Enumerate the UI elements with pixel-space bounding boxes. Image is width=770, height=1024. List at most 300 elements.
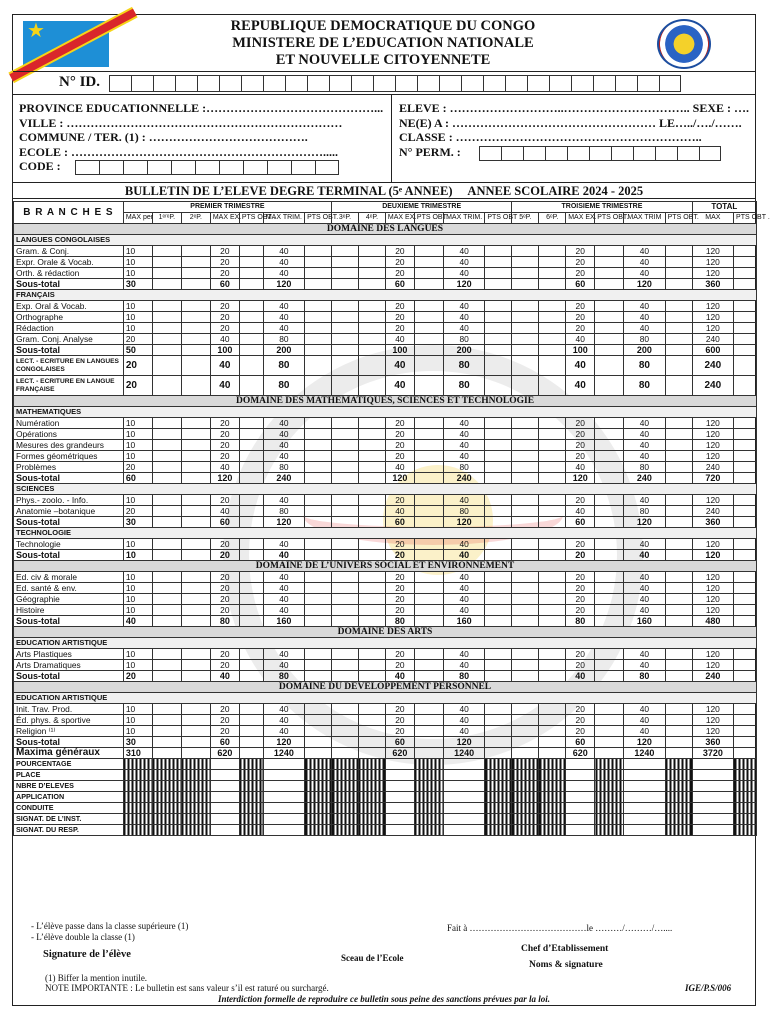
grade-cell[interactable] (665, 594, 692, 605)
grade-cell[interactable] (665, 572, 692, 583)
input-box[interactable] (633, 146, 655, 161)
grade-cell[interactable] (485, 616, 512, 627)
signature-cell[interactable] (385, 814, 414, 825)
grade-cell[interactable] (414, 462, 443, 473)
grade-cell[interactable] (239, 312, 263, 323)
grade-cell[interactable] (305, 345, 332, 356)
grade-cell[interactable] (485, 440, 512, 451)
grade-cell[interactable] (512, 704, 539, 715)
input-box[interactable] (315, 160, 339, 175)
grade-cell[interactable] (239, 279, 263, 290)
grade-cell[interactable] (358, 495, 385, 506)
grade-cell[interactable] (358, 268, 385, 279)
grade-cell[interactable] (595, 451, 624, 462)
grade-cell[interactable] (512, 726, 539, 737)
grade-cell[interactable] (181, 649, 210, 660)
grade-cell[interactable] (152, 418, 181, 429)
grade-cell[interactable] (181, 704, 210, 715)
grade-cell[interactable] (181, 451, 210, 462)
grade-cell[interactable] (305, 268, 332, 279)
grade-cell[interactable] (512, 473, 539, 484)
grade-cell[interactable] (595, 616, 624, 627)
grade-cell[interactable] (665, 605, 692, 616)
grade-cell[interactable] (305, 748, 332, 759)
grade-cell[interactable] (595, 704, 624, 715)
grade-cell[interactable] (239, 649, 263, 660)
grade-cell[interactable] (332, 451, 359, 462)
grade-cell[interactable] (485, 517, 512, 528)
grade-cell[interactable] (734, 323, 757, 334)
grade-cell[interactable] (332, 715, 359, 726)
grade-cell[interactable] (332, 726, 359, 737)
grade-cell[interactable] (512, 462, 539, 473)
grade-cell[interactable] (152, 605, 181, 616)
grade-cell[interactable] (485, 334, 512, 345)
grade-cell[interactable] (239, 616, 263, 627)
grade-cell[interactable] (734, 268, 757, 279)
grade-cell[interactable] (305, 473, 332, 484)
grade-cell[interactable] (152, 616, 181, 627)
grade-cell[interactable] (332, 495, 359, 506)
grade-cell[interactable] (539, 495, 566, 506)
grade-cell[interactable] (181, 550, 210, 561)
classe-field[interactable]: CLASSE : …………………………………………………….. (399, 130, 702, 144)
grade-cell[interactable] (414, 726, 443, 737)
grade-cell[interactable] (358, 572, 385, 583)
grade-cell[interactable] (332, 671, 359, 682)
grade-cell[interactable] (414, 737, 443, 748)
grade-cell[interactable] (181, 429, 210, 440)
grade-cell[interactable] (152, 506, 181, 517)
grade-cell[interactable] (358, 583, 385, 594)
grade-cell[interactable] (358, 440, 385, 451)
grade-cell[interactable] (181, 279, 210, 290)
grade-cell[interactable] (539, 429, 566, 440)
grade-cell[interactable] (595, 506, 624, 517)
grade-cell[interactable] (539, 334, 566, 345)
grade-cell[interactable] (485, 429, 512, 440)
grade-cell[interactable] (152, 429, 181, 440)
grade-cell[interactable] (539, 748, 566, 759)
grade-cell[interactable] (414, 257, 443, 268)
grade-cell[interactable] (358, 257, 385, 268)
grade-cell[interactable] (539, 737, 566, 748)
grade-cell[interactable] (665, 616, 692, 627)
grade-cell[interactable] (152, 246, 181, 257)
grade-cell[interactable] (305, 605, 332, 616)
grade-cell[interactable] (665, 737, 692, 748)
eleve-field[interactable]: ELEVE : ………………………..………………………….. SEXE : …. (399, 101, 750, 115)
grade-cell[interactable] (152, 594, 181, 605)
input-box[interactable] (479, 146, 501, 161)
grade-cell[interactable] (665, 550, 692, 561)
grade-cell[interactable] (665, 301, 692, 312)
input-box[interactable] (195, 160, 219, 175)
grade-cell[interactable] (512, 660, 539, 671)
grade-cell[interactable] (239, 345, 263, 356)
input-box[interactable] (659, 75, 681, 92)
grade-cell[interactable] (152, 517, 181, 528)
grade-cell[interactable] (239, 268, 263, 279)
signature-cell[interactable] (263, 803, 304, 814)
input-box[interactable] (267, 160, 291, 175)
signature-cell[interactable] (443, 781, 484, 792)
signature-cell[interactable] (210, 781, 239, 792)
grade-cell[interactable] (305, 440, 332, 451)
input-box[interactable] (219, 75, 241, 92)
grade-cell[interactable] (539, 550, 566, 561)
signature-cell[interactable] (210, 759, 239, 770)
grade-cell[interactable] (485, 715, 512, 726)
grade-cell[interactable] (152, 312, 181, 323)
input-box[interactable] (329, 75, 351, 92)
grade-cell[interactable] (512, 495, 539, 506)
grade-cell[interactable] (332, 550, 359, 561)
grade-cell[interactable] (181, 660, 210, 671)
signature-cell[interactable] (624, 814, 665, 825)
grade-cell[interactable] (305, 418, 332, 429)
perm-boxes[interactable] (479, 146, 721, 161)
grade-cell[interactable] (305, 279, 332, 290)
grade-cell[interactable] (595, 660, 624, 671)
grade-cell[interactable] (181, 605, 210, 616)
grade-cell[interactable] (305, 517, 332, 528)
grade-cell[interactable] (665, 334, 692, 345)
grade-cell[interactable] (414, 451, 443, 462)
grade-cell[interactable] (305, 495, 332, 506)
grade-cell[interactable] (305, 583, 332, 594)
grade-cell[interactable] (358, 323, 385, 334)
grade-cell[interactable] (152, 671, 181, 682)
grade-cell[interactable] (332, 605, 359, 616)
grade-cell[interactable] (539, 539, 566, 550)
grade-cell[interactable] (305, 616, 332, 627)
grade-cell[interactable] (539, 594, 566, 605)
grade-cell[interactable] (595, 345, 624, 356)
grade-cell[interactable] (305, 704, 332, 715)
grade-cell[interactable] (485, 279, 512, 290)
commune-field[interactable]: COMMUNE / TER. (1) : …………………………………. (19, 130, 308, 144)
grade-cell[interactable] (665, 246, 692, 257)
grade-cell[interactable] (539, 616, 566, 627)
grade-cell[interactable] (414, 268, 443, 279)
grade-cell[interactable] (485, 451, 512, 462)
signature-cell[interactable] (385, 825, 414, 836)
grade-cell[interactable] (152, 539, 181, 550)
grade-cell[interactable] (305, 715, 332, 726)
grade-cell[interactable] (539, 473, 566, 484)
grade-cell[interactable] (181, 268, 210, 279)
grade-cell[interactable] (512, 418, 539, 429)
grade-cell[interactable] (665, 517, 692, 528)
grade-cell[interactable] (734, 671, 757, 682)
signature-cell[interactable] (624, 781, 665, 792)
grade-cell[interactable] (414, 334, 443, 345)
signature-cell[interactable] (210, 770, 239, 781)
grade-cell[interactable] (539, 506, 566, 517)
signature-cell[interactable] (692, 825, 733, 836)
grade-cell[interactable] (239, 704, 263, 715)
grade-cell[interactable] (539, 462, 566, 473)
grade-cell[interactable] (734, 704, 757, 715)
grade-cell[interactable] (665, 704, 692, 715)
grade-cell[interactable] (305, 671, 332, 682)
grade-cell[interactable] (358, 605, 385, 616)
grade-cell[interactable] (595, 257, 624, 268)
grade-cell[interactable] (358, 671, 385, 682)
input-box[interactable] (241, 75, 263, 92)
grade-cell[interactable] (152, 440, 181, 451)
grade-cell[interactable] (305, 301, 332, 312)
grade-cell[interactable] (332, 376, 359, 396)
grade-cell[interactable] (665, 279, 692, 290)
grade-cell[interactable] (539, 301, 566, 312)
grade-cell[interactable] (734, 301, 757, 312)
grade-cell[interactable] (332, 517, 359, 528)
grade-cell[interactable] (734, 418, 757, 429)
input-box[interactable] (545, 146, 567, 161)
grade-cell[interactable] (305, 451, 332, 462)
code-boxes[interactable] (75, 160, 339, 175)
signature-cell[interactable] (624, 803, 665, 814)
grade-cell[interactable] (181, 246, 210, 257)
grade-cell[interactable] (485, 246, 512, 257)
grade-cell[interactable] (734, 726, 757, 737)
grade-cell[interactable] (512, 376, 539, 396)
input-box[interactable] (147, 160, 171, 175)
fait-field[interactable]: Fait à …………………………………le ………/………/….... (447, 923, 673, 933)
signature-cell[interactable] (692, 759, 733, 770)
grade-cell[interactable] (181, 726, 210, 737)
grade-cell[interactable] (414, 312, 443, 323)
grade-cell[interactable] (332, 737, 359, 748)
grade-cell[interactable] (665, 268, 692, 279)
signature-cell[interactable] (692, 803, 733, 814)
grade-cell[interactable] (239, 605, 263, 616)
grade-cell[interactable] (305, 312, 332, 323)
grade-cell[interactable] (239, 376, 263, 396)
grade-cell[interactable] (152, 715, 181, 726)
grade-cell[interactable] (485, 323, 512, 334)
signature-cell[interactable] (210, 814, 239, 825)
grade-cell[interactable] (512, 246, 539, 257)
grade-cell[interactable] (595, 334, 624, 345)
signature-cell[interactable] (566, 770, 595, 781)
grade-cell[interactable] (332, 649, 359, 660)
grade-cell[interactable] (152, 268, 181, 279)
grade-cell[interactable] (734, 246, 757, 257)
grade-cell[interactable] (239, 572, 263, 583)
grade-cell[interactable] (485, 495, 512, 506)
grade-cell[interactable] (595, 671, 624, 682)
grade-cell[interactable] (239, 418, 263, 429)
grade-cell[interactable] (539, 323, 566, 334)
grade-cell[interactable] (305, 737, 332, 748)
grade-cell[interactable] (414, 279, 443, 290)
grade-cell[interactable] (239, 356, 263, 376)
grade-cell[interactable] (595, 605, 624, 616)
grade-cell[interactable] (152, 257, 181, 268)
grade-cell[interactable] (485, 539, 512, 550)
grade-cell[interactable] (665, 473, 692, 484)
input-box[interactable] (175, 75, 197, 92)
grade-cell[interactable] (539, 418, 566, 429)
grade-cell[interactable] (539, 356, 566, 376)
grade-cell[interactable] (181, 440, 210, 451)
signature-cell[interactable] (263, 814, 304, 825)
grade-cell[interactable] (414, 594, 443, 605)
grade-cell[interactable] (512, 356, 539, 376)
grade-cell[interactable] (305, 429, 332, 440)
signature-cell[interactable] (624, 759, 665, 770)
grade-cell[interactable] (152, 649, 181, 660)
grade-cell[interactable] (539, 279, 566, 290)
grade-cell[interactable] (595, 246, 624, 257)
grade-cell[interactable] (239, 517, 263, 528)
grade-cell[interactable] (665, 671, 692, 682)
grade-cell[interactable] (512, 312, 539, 323)
input-box[interactable] (589, 146, 611, 161)
grade-cell[interactable] (305, 334, 332, 345)
grade-cell[interactable] (665, 715, 692, 726)
grade-cell[interactable] (512, 605, 539, 616)
signature-cell[interactable] (624, 825, 665, 836)
grade-cell[interactable] (239, 583, 263, 594)
grade-cell[interactable] (305, 660, 332, 671)
input-box[interactable] (109, 75, 131, 92)
grade-cell[interactable] (414, 616, 443, 627)
grade-cell[interactable] (512, 440, 539, 451)
grade-cell[interactable] (305, 572, 332, 583)
grade-cell[interactable] (595, 440, 624, 451)
grade-cell[interactable] (332, 418, 359, 429)
grade-cell[interactable] (414, 429, 443, 440)
signature-cell[interactable] (385, 770, 414, 781)
grade-cell[interactable] (512, 594, 539, 605)
signature-cell[interactable] (566, 803, 595, 814)
grade-cell[interactable] (665, 583, 692, 594)
grade-cell[interactable] (181, 583, 210, 594)
grade-cell[interactable] (181, 301, 210, 312)
grade-cell[interactable] (414, 649, 443, 660)
grade-cell[interactable] (358, 506, 385, 517)
grade-cell[interactable] (181, 517, 210, 528)
grade-cell[interactable] (485, 418, 512, 429)
grade-cell[interactable] (239, 429, 263, 440)
grade-cell[interactable] (152, 356, 181, 376)
grade-cell[interactable] (539, 649, 566, 660)
grade-cell[interactable] (358, 704, 385, 715)
input-box[interactable] (655, 146, 677, 161)
grade-cell[interactable] (595, 583, 624, 594)
input-box[interactable] (611, 146, 633, 161)
grade-cell[interactable] (181, 572, 210, 583)
grade-cell[interactable] (414, 539, 443, 550)
grade-cell[interactable] (332, 334, 359, 345)
grade-cell[interactable] (665, 748, 692, 759)
grade-cell[interactable] (485, 671, 512, 682)
province-field[interactable]: PROVINCE EDUCATIONNELLE :……………………………………... (19, 101, 384, 115)
grade-cell[interactable] (734, 649, 757, 660)
grade-cell[interactable] (734, 376, 757, 396)
grade-cell[interactable] (512, 429, 539, 440)
grade-cell[interactable] (181, 334, 210, 345)
grade-cell[interactable] (734, 440, 757, 451)
grade-cell[interactable] (539, 312, 566, 323)
grade-cell[interactable] (595, 356, 624, 376)
grade-cell[interactable] (358, 616, 385, 627)
grade-cell[interactable] (734, 462, 757, 473)
input-box[interactable] (461, 75, 483, 92)
grade-cell[interactable] (152, 495, 181, 506)
input-box[interactable] (263, 75, 285, 92)
grade-cell[interactable] (181, 748, 210, 759)
grade-cell[interactable] (358, 312, 385, 323)
grade-cell[interactable] (734, 616, 757, 627)
input-box[interactable] (243, 160, 267, 175)
grade-cell[interactable] (539, 671, 566, 682)
grade-cell[interactable] (152, 572, 181, 583)
grade-cell[interactable] (485, 660, 512, 671)
grade-cell[interactable] (595, 429, 624, 440)
grade-cell[interactable] (239, 506, 263, 517)
input-box[interactable] (307, 75, 329, 92)
grade-cell[interactable] (595, 737, 624, 748)
grade-cell[interactable] (305, 246, 332, 257)
grade-cell[interactable] (665, 257, 692, 268)
signature-cell[interactable] (566, 781, 595, 792)
input-box[interactable] (197, 75, 219, 92)
signature-cell[interactable] (210, 803, 239, 814)
signature-cell[interactable] (566, 759, 595, 770)
input-box[interactable] (501, 146, 523, 161)
input-box[interactable] (171, 160, 195, 175)
grade-cell[interactable] (512, 737, 539, 748)
grade-cell[interactable] (358, 473, 385, 484)
grade-cell[interactable] (239, 495, 263, 506)
grade-cell[interactable] (181, 737, 210, 748)
grade-cell[interactable] (239, 715, 263, 726)
grade-cell[interactable] (181, 473, 210, 484)
grade-cell[interactable] (358, 418, 385, 429)
grade-cell[interactable] (332, 616, 359, 627)
ville-field[interactable]: VILLE : …………………………………………………………… (19, 115, 343, 130)
grade-cell[interactable] (485, 605, 512, 616)
grade-cell[interactable] (332, 572, 359, 583)
grade-cell[interactable] (239, 301, 263, 312)
grade-cell[interactable] (485, 356, 512, 376)
grade-cell[interactable] (485, 594, 512, 605)
input-box[interactable] (153, 75, 175, 92)
grade-cell[interactable] (332, 594, 359, 605)
input-box[interactable] (291, 160, 315, 175)
ecole-field[interactable]: ECOLE : ………………………………………………………..... (19, 144, 339, 159)
grade-cell[interactable] (152, 462, 181, 473)
grade-cell[interactable] (332, 462, 359, 473)
grade-cell[interactable] (305, 539, 332, 550)
grade-cell[interactable] (305, 649, 332, 660)
signature-cell[interactable] (566, 814, 595, 825)
input-box[interactable] (523, 146, 545, 161)
grade-cell[interactable] (239, 594, 263, 605)
grade-cell[interactable] (595, 462, 624, 473)
grade-cell[interactable] (734, 451, 757, 462)
grade-cell[interactable] (152, 660, 181, 671)
grade-cell[interactable] (734, 495, 757, 506)
grade-cell[interactable] (305, 594, 332, 605)
grade-cell[interactable] (485, 506, 512, 517)
naissance-field[interactable]: NE(E) A : …………………………………………… LE…../…./……. (399, 115, 742, 130)
